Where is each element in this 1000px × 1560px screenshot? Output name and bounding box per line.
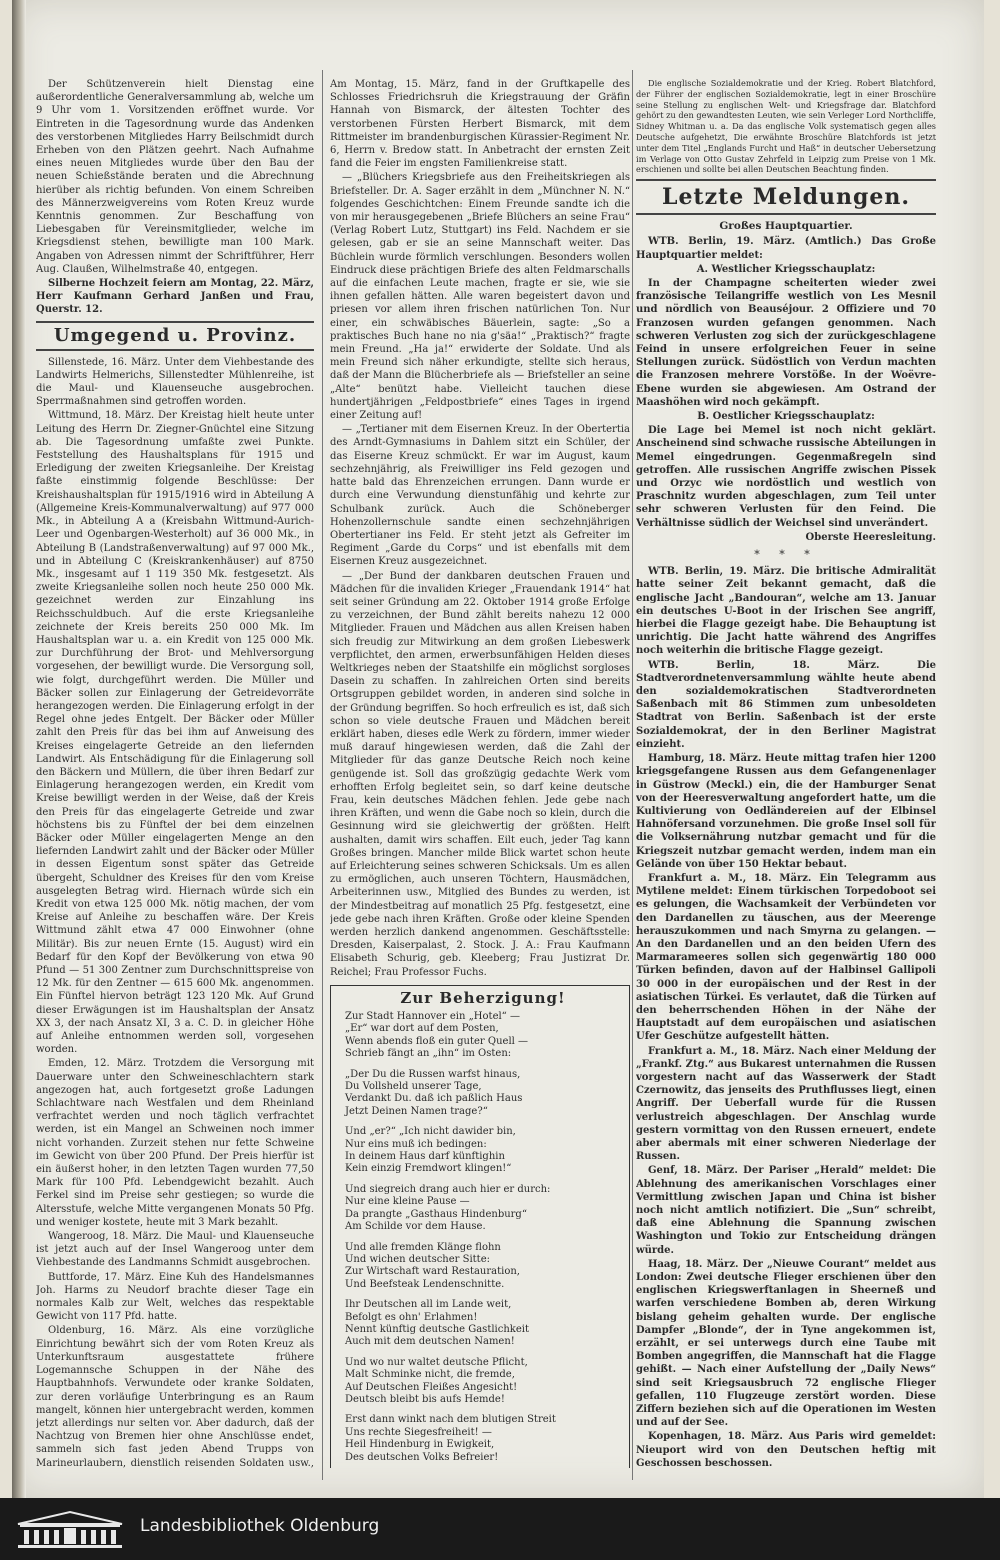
poem-stanza: „Der Du die Russen warfst hinaus, Du Vollsheld unserer Tage, Verdankt Du. daß ich paßlich Haus Jetzt Deinen Namen trage?“ [345,1068,523,1117]
news-item: Hamburg, 18. März. Heute mittag trafen hier 1200 kriegsgefangene Russen aus dem Gefangenenlager in Güstrow (Meckl.) ein, die der Hamburger Senat von der Heeresverwaltung angefordert hatte, um die Kultivierung von Oedländereien auf der Elbinsel Hahnöfersand vorzunehmen. Die große Insel soll für die Volksernährung nutzbar gemacht und für die Kriegszeit nutzbar gemacht werden, indem man ein Gelände von über 150 Hektar bebaut. [636,753,936,870]
article-oldenburg: Oldenburg, 16. März. Als eine vorzügliche Einrichtung bewährt sich der vom Roten Kreuz als Unterkunftsraum ausgestattete frühere Logemannsche Schuppen in der Nähe des Hauptbahnhofs. Verwundete oder kranke Soldaten, zur deren vorläufige Unterbringung es an Raum mangelt, können hier untergebracht werden, kommen jetzt allerdings nur selten vor. Aber dadurch, daß der Nachtzug von Bremen hier ohne Anschlüsse endet, sammeln sich fast jeden Abend Trupps von Marineurlaubern, dienstlich reisenden Soldaten usw., [36,1325,314,1468]
article-buttforde: Buttforde, 17. März. Eine Kuh des Handelsmannes Joh. Harms zu Neudorf brachte dieser Tage ein normales Kalb zur Welt, welches das respektable Gewicht von 117 Pfd. hatte. [36,1271,314,1323]
article-silberne-hochzeit: Silberne Hochzeit feiern am Montag, 22. März, Herr Kaufmann Gerhard Janßen und Frau, Querstr. 12. [36,278,314,316]
column-rule-2 [632,70,633,1480]
column-3 [636,78,936,1468]
report-east: Die Lage bei Memel ist noch nicht geklärt. Anscheinend sind schwache russische Abteilungen in Memel eingedrungen. Gegenmaßregeln sind getroffen. Alle russischen Angriffe zwischen Pissek und Orzyc wie nordöstlich und westlich von Praschnitz wurden abgeschlagen, zum Teil unter sehr schweren Verlusten für den Feind. Die Verhältnisse südlich der Weichsel sind unverändert. [636,425,936,529]
article-bluecher: — „Blüchers Kriegsbriefe aus den Freiheitskriegen als Briefsteller. Dr. A. Sager erzählt in dem „Münchner N. N.“ folgendes Geschichtchen: Einem Freunde sandte ich die von mir herausgegebenen „Briefe Blüchers an seine Frau“ (Verlag Robert Lutz, Stuttgart) ins Feld. Nachdem er sie gelesen, gab er sie an seine Mannschaft weiter. Das Büchlein wurde förmlich verschlungen. Besonders wollen Eindruck diese prächtigen Briefe des alten Feldmarschalls auf die einfachen Leute machen, fragte er sie, wie sie ihnen gefallen hätten. Alle waren begeistert davon und priesen vor allem ihren frischen natürlichen Ton. Nur einer, ein schwäbisches Bäuerlein, sagte: „So a praktisches Buch hane no nia g'säa!“ „Praktisch?“ fragte mein Freund. „Ha ja!“ erwiderte der Soldate. Und als mein Freund sich näher erkundigte, stellte sich heraus, daß der Mann die Blücherbriefe als — Briefsteller an seine „Alte“ benützt habe. Vielleicht tauchen diese hundertjährigen „Feldpostbriefe“ eines Tages in irgend einer Zeitung auf! [330,172,630,422]
article-emden: Emden, 12. März. Trotzdem die Versorgung mit Dauerware unter den Schweineschlachtern stark angezogen hat, auch fortgesetzt große Ladungen Schlachtware nach Westfalen und dem Rheinland verfrachtet werden und noch täglich verfrachtet werden, ist ein Mangel an Schweinen noch immer nicht vorhanden. Zurzeit stehen nur fette Schweine im Gewicht von über 200 Pfund. Der Preis hierfür ist ein äußerst hoher, in den letzten Tagen wurden 77,50 Mark für 100 Pfd. Lebendgewicht bezahlt. Auch Ferkel sind im Preise sehr gestiegen; so wurde die Altersstufe, welche Mitte vergangenen Monats 50 Pfg. und weniger kostete, heute mit 3 Mark bezahlt. [36,1058,314,1228]
news-item: Frankfurt a. M., 18. März. Ein Telegramm aus Mytilene meldet: Einem türkischen Torpedoboot sei es gelungen, die Wachsamkeit der Verbündeten vor den Dardanellen zu täuschen, aus der Meerenge herauszukommen und nach Smyrna zu gelangen. — An den Dardanellen und an den beiden Ufern des Marmarameeres sollen sich gegenwärtig 180 000 Türken befinden, davon auf der Halbinsel Gallipoli 30 000 in der europäischen und der Rest in der asiatischen Türkei. Es verlautet, daß die Türken auf den beherrschenden Höhen in der Nähe der Hauptstadt auf dem europäischen und asiatischen Ufer Geschütze aufgestellt hätten. [636,872,936,1043]
report-signature: Oberste Heeresleitung. [805,531,936,543]
library-building-icon [14,1508,126,1550]
poem-stanzas [345,1011,621,1464]
news-item: WTB. Berlin, 19. März. Die britische Admiralität hatte seiner Zeit bekannt gemacht, daß die englische Jacht „Bandouran“, welche am 13. Januar ein deutsches U-Boot in der Irischen See angriff, hierbei die Flagge gezeigt habe. Die Behauptung ist unrichtig. Die Jacht hatte während des Angriffes noch weiterhin die britische Flagge gezeigt. [636,566,936,657]
article-tertianer: — „Tertianer mit dem Eisernen Kreuz. In der Obertertia des Arndt-Gymnasiums in Dahlem sitzt ein Schüler, der das Eiserne Kreuz schmückt. Er war im August, kaum sechzehnjährig, als Freiwilliger ins Feld gezogen und hatte bald das Ehrenzeichen errungen. Dann wurde er durch eine Verwundung dienstunfähig und kehrte zur Schulbank zurück. Auch die Schöneberger Hohenzollernschule sandte einen sechzehnjährigen Obertertianer ins Feld. Er steht jetzt als Gefreiter im Regiment „Garde du Corps“ und ist ebenfalls mit dem Eisernen Kreuz ausgezeichnet. [330,424,630,568]
subheading-hauptquartier: Großes Hauptquartier. [719,220,853,233]
poem-box [330,985,630,1468]
article-wangeroog: Wangeroog, 18. März. Die Maul- und Klauenseuche ist jetzt auch auf der Insel Wangeroog unter dem Viehbestande des Landmanns Schmidt ausgebrochen. [36,1231,314,1269]
article-schuetzenverein: Der Schützenverein hielt Dienstag eine außerordentliche Generalversammlung ab, welche um 9 Uhr vom 1. Vorsitzenden eröffnet wurde. Vor Eintreten in die Tagesordnung wurde das Andenken des verstorbenen Mitgliedes Harry Beilschmidt durch Erheben von den Plätzen geehrt. Nach Aufnahme eines neuen Mitgliedes wurde über den Bau der neuen Schießstände beraten und die Abrechnung hierüber als richtig befunden. Von einem Schreiben des Männerzweigvereins vom Roten Kreuz wurde Kenntnis genommen. Zur Beschaffung von Liebesgaben für Vereinsmitglieder, welche im Kriegsdienst stehen, bewilligte man 100 Mark. Angaben von Adressen nimmt der Schriftführer, Herr Aug. Claußen, Wilhelmstraße 40, entgegen. [36,79,314,275]
article-wittmund: Wittmund, 18. März. Der Kreistag hielt heute unter Leitung des Herrn Dr. Ziegner-Gnüchtel eine Sitzung ab. Die Tagesordnung umfaßte zwei Punkte. Feststellung des Haushaltsplans für 1915 und Erledigung der zweiten Kriegsanleihe. Der Kreistag faßte einstimmig folgende Beschlüsse: Der Kreishaushaltsplan für 1915/1916 wird in Abteilung A (Allgemeine Kreis-Kommunalverwaltung) auf 977 000 Mk., in Abteilung A a (Kreisbahn Wittmund-Aurich-Leer und Ogenbargen-Westerholt) auf 36 000 Mk., in Abteilung B (Landstraßenverwaltung) auf 97 000 Mk., und in Abteilung C (Kreiskrankenhäuser) auf 8750 Mk., insgesamt auf 1 119 350 Mk. festgesetzt. Als zweite Kriegsanleihe sollen noch heute 250 000 Mk. gezeichnet werden zur Einzahlung ins Reichsschuldbuch. Auf die erste Kriegsanleihe zeichnete der Kreis bereits 250 000 Mk. Im Haushaltsplan war u. a. ein Kredit von 125 000 Mk. zur Durchführung der Brot- und Mehlversorgung vorgesehen, der bewilligt wurde. Die Versorgung soll, wie folgt, durchgeführt werden. Die Müller und Bäcker sollen zur Einlagerung der Getreidevorräte herangezogen werden. Die Einlagerung erfolgt in der Regel ohne jedes Entgelt. Der Bäcker oder Müller zahlt den Preis für das bei ihm auf Anweisung des Kreises eingelagerte Getreide an den liefernden Landwirt. Als Entschädigung für die Einlagerung soll den Bäckern und Müllern, die über ihren Bedarf zur Einlagerung herangezogen werden, ein Kredit vom Kreise bewilligt werden in der Weise, daß der Kreis den Preis für das eingelagerte Getreide und zwar höchstens bis zu Fünftel der bei dem einzelnen Bäcker oder Müller eingelagerten Menge an den liefernden Landwirt zahlt und der Bäcker oder Müller in dessen Eigentum sonst später das Getreide übergeht, Schuldner des Kreises für den vom Kreise ausgelegten Betrag wird. Hiernach würde sich ein Kredit von etwa 125 000 Mk. nötig machen, der vom Kreise auf Anleihe zu beschaffen wäre. Der Kreis Wittmund zählt etwa 47 000 Einwohner (ohne Militär). Bis zur neuen Ernte (15. August) wird ein Bedarf für den Kopf der Bevölkerung von etwa 90 Pfund — 51 300 Zentner zum Durchschnittspreise von 12 Mk. für den Zentner — 615 600 Mk. angenommen. Ein Fünftel hiervon beträgt 123 120 Mk. Auf Grund dieser Erwägungen ist im Haushaltsplan der Ansatz XX 3, der nach Ansatz XI, 3 a. C. D. in gleicher Höhe auf Anleihe entnommen werden soll, vorgesehen worden. [36,410,314,1056]
column-1 [36,78,314,1468]
report-west-title: A. Westlicher Kriegsschauplatz: [696,263,876,275]
library-footer [0,1498,1000,1560]
article-sozialdemokratie: Die englische Sozialdemokratie und der Krieg. Robert Blatchford, der Führer der englischen Sozialdemokratie, legt in einer Broschüre seine Stellung zu englischen Welt- und Kriegsfrage dar. Blatchford gehört zu den gewandtesten Leuten, wie sein Verleger Lord Northcliffe, Sidney Whitman u. a. Da das englische Volk systematisch gegen alles Deutsche aufgehetzt, Die erwähnte Broschüre Blatchfords ist jetzt unter dem Titel „Englands Furcht und Haß“ in deutscher Uebersetzung im Verlage von Otto Gustav Zehrfeld in Leipzig zum Preise von 1 Mk. erschienen und sollte bei allen Deutschen Beachtung finden. [636,78,936,175]
library-name: Landesbibliothek Oldenburg [140,1516,380,1536]
column-rule-1 [322,70,323,1480]
report-intro: WTB. Berlin, 19. März. (Amtlich.) Das Große Hauptquartier meldet: [636,236,936,261]
news-item: WTB. Berlin, 18. März. Die Stadtverordnetenversammlung wählte heute abend den sozialdemokratischen Stadtverordneten Saßenbach mit 86 Stimmen zum unbesoldeten Stadtrat von Berlin. Saßenbach ist der erste Sozialdemokrat, der in den Berliner Magistrat einzieht. [636,659,936,750]
article-frauendank: — „Der Bund der dankbaren deutschen Frauen und Mädchen für die invaliden Krieger „Frauendank 1914“ hat seit seiner Gründung am 22. Oktober 1914 große Erfolge zu verzeichnen, der Bund zählt bereits nahezu 12 000 Mitglieder. Frauen und Mädchen aus allen Kreisen haben sich freudig zur Mitwirkung an dem großen Liebeswerk verpflichtet, den armen, erwerbsunfähigen Helden dieses Weltkrieges neben der Staatshilfe ein möglichst sorgloses Dasein zu schaffen. In zahlreichen Orten sind bereits Ortsgruppen gebildet worden, in anderen sind solche in der Gründung begriffen. So hoch erfreulich es ist, daß sich schon so viele deutsche Frauen und Mädchen bereit erklärt haben, dieses edle Werk zu fördern, immer wieder muß darauf hingewiesen werden, daß die Zahl der Mitglieder für das ganze Deutsche Reich noch keine genügende ist. Soll das großzügig gedachte Werk vom erhofften Erfolg begleitet sein, so darf keine deutsche Frau, kein deutsches Mädchen fehlen. Jede gebe nach ihren Kräften, und wenn die Gabe noch so klein, durch die Gesinnung wird sie gleichwertig der größten. Helft aushalten, damit wirs schaffen. Eilt euch, jeder Tag kann Großes bringen. Mancher milde Blick wartet schon heute auf Erleichterung seines schweren Schicksals. Um es allen zu ermöglichen, auch unseren Töchtern, Hausmädchen, Arbeiterinnen usw., Mitglied des Bundes zu werden, ist der Mindestbeitrag auf monatlich 25 Pfg. festgesetzt, eine jede gebe nach ihren Kräften. Große oder kleine Spenden werden herzlich dankend angenommen. Geschäftsstelle: Dresden, Kaiserpalast, 2. Stock. J. A.: Frau Kaufmann Elisabeth Schurig, geb. Kleeberg; Frau Justizrat Dr. Reichel; Frau Professor Fuchs. [330,570,630,978]
column-2 [330,78,630,1468]
news-item: Frankfurt a. M., 18. März. Nach einer Meldung der „Frankf. Ztg.“ aus Bukarest unternahmen die Russen vorgestern nacht auf das Wasserwerk der Stadt Czernowitz, das jenseits des Pruthflusses liegt, einen Angriff. Der Ueberfall wurde für die Russen verlustreich abgeschlagen. Der Anschlag wurde gestern vormittag von den Russen erneuert, endete aber abermals mit einer schweren Niederlage der Russen. [636,1045,936,1163]
article-sillenstede: Sillenstede, 16. März. Unter dem Viehbestande des Landwirts Helmerichs, Sillenstedter Mühlenreihe, ist die Maul- und Klauenseuche ausgebrochen. Sperrmaßnahmen sind getroffen worden. [36,356,314,408]
report-west: In der Champagne scheiterten wieder zwei französische Teilangriffe westlich von Les Mesnil und nördlich von Beauséjour. 2 Offiziere und 70 Franzosen wurden gefangen genommen. Nach schweren Verlusten zog sich der zurückgeschlagene Feind in unsere erfolgreichen Feuer in seine Stellungen zurück. Südöstlich von Verdun machten die Franzosen mehrere Vorstöße. In der Woëvre-Ebene wurden sie abgewiesen. Am Ostrand der Maashöhen wird noch gekämpft. [636,277,936,408]
news-item: Genf, 18. März. Der Pariser „Herald“ meldet: Die Ablehnung des amerikanischen Vorschlages einer Vermittlung zwischen Japan und China ist bisher noch nicht amtlich notifiziert. Die „Sun“ schreibt, daß eine Ablehnung die Spannung zwischen Washington und Tokio zur Entscheidung drängen würde. [636,1165,936,1256]
news-item: Kopenhagen, 18. März. Aus Paris wird gemeldet: Nieuport wird von den Deutschen heftig mit Geschossen beschossen. [636,1431,936,1468]
poem-stanza: Erst dann winkt nach dem blutigen Streit Uns rechte Siegesfreiheit! — Heil Hindenburg in Ewigkeit, Des deutschen Volks Befreier! [345,1414,556,1463]
page-fold-shadow [12,0,26,1498]
article-bismarck-cont: Am Montag, 15. März, fand in der Gruftkapelle des Schlosses Friedrichsruh die Kriegstrauung der Gräfin Hannah von Bismarck, der ältesten Tochter des verstorbenen Fürsten Herbert Bismarck, mit dem Rittmeister im brandenburgischen Kürassier-Regiment Nr. 6, Herrn v. Bredow statt. In Anbetracht der ernsten Zeit fand die Feier im engsten Familienkreise statt. [330,79,630,170]
poem-title: Zur Beherzigung! [400,988,566,1007]
news-item: Haag, 18. März. Der „Nieuwe Courant“ meldet aus London: Zwei deutsche Flieger erschienen über den englischen Kriegswerftanlagen in Sheerneß und warfen verschiedene Bomben ab, deren Wirkung bislang geheim gehalten wurde. Der englische Dampfer „Blonde“, der in Tyne angekommen ist, erzählt, er sei unterwegs durch eine Taube mit Bomben angegriffen, die Mannschaft hat die Flagge gehißt. — Nach einer Aufstellung der „Daily News“ sind seit Kriegsausbruch 72 englische Flieger gefallen, 110 Flugzeuge zerstört worden. Diese Ziffern beziehen sich auf die Operationen im Westen und auf der See. [636,1258,936,1429]
poem-stanza: Zur Stadt Hannover ein „Hotel“ — „Er“ war dort auf dem Posten, Wenn abends floß ein guter Quell — Schrieb fängt an „ihn“ im Osten: [345,1011,529,1060]
separator-stars: * * * [754,548,818,562]
section-heading-letzte-meldungen: Letzte Meldungen. [636,179,936,215]
poem-stanza: Und wo nur waltet deutsche Pflicht, Malt Schminke nicht, die fremde, Auf Deutschen Fleißes Angesicht! Deutsch bleibt bis aufs Hemde! [345,1356,528,1405]
report-east-title: B. Oestlicher Kriegsschauplatz: [697,411,875,423]
poem-stanza: Und „er?“ „Ich nicht dawider bin, Nur eins muß ich bedingen: In deinem Haus darf künftighin Kein einzig Fremdwort klingen!“ [345,1126,516,1175]
poem-stanza: Und siegreich drang auch hier er durch: Nur eine kleine Pause — Da prangte „Gasthaus Hindenburg“ Am Schilde vor dem Hause. [345,1183,551,1233]
section-heading-umgegend: Umgegend u. Provinz. [36,321,314,351]
poem-stanza: Ihr Deutschen all im Lande weit, Befolgt es ohn' Erlahmen! Nennt künftig deutsche Gastlichkeit Auch mit dem deutschen Namen! [345,1299,529,1348]
poem-stanza: Und alle fremden Klänge flohn Und wichen deutscher Sitte: Zur Wirtschaft ward Restauration, Und Beefsteak Lendenschnitte. [345,1241,520,1290]
news-list [636,565,936,1468]
